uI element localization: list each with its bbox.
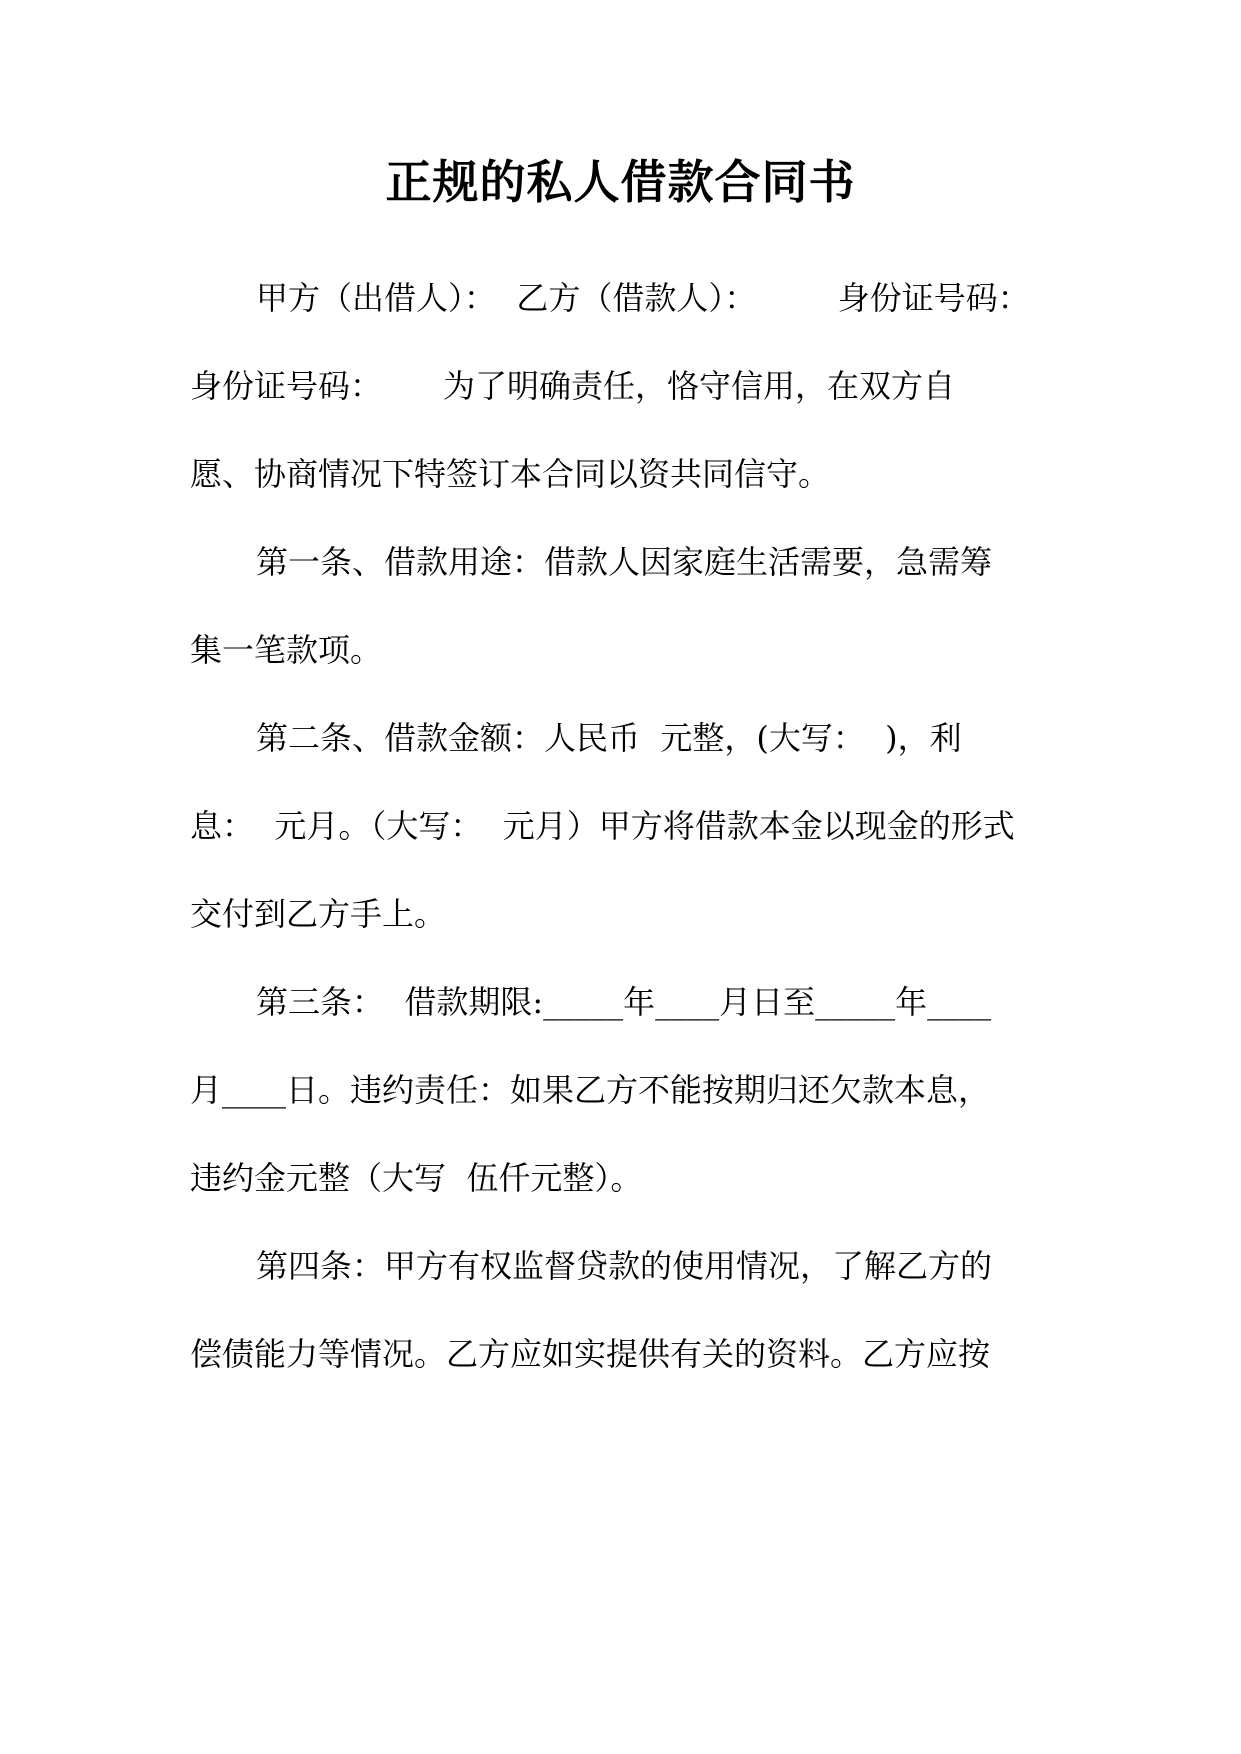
contract-line-9: 第三条： 借款期限:_____年____月日至_____年____ <box>256 983 992 1021</box>
contract-line-1: 甲方（出借人）： 乙方（借款人）： 身份证号码： <box>256 279 1030 317</box>
contract-line-7: 息： 元月。（大写： 元月）甲方将借款本金以现金的形式 <box>190 807 1015 845</box>
contract-line-6: 第二条、借款金额：人民币 元整，(大写： )，利 <box>256 719 962 757</box>
document-title: 正规的私人借款合同书 <box>385 155 856 209</box>
contract-line-2: 身份证号码： 为了明确责任，恪守信用，在双方自 <box>190 367 956 405</box>
contract-line-11: 违约金元整（大写 伍仟元整）。 <box>190 1159 643 1197</box>
contract-line-5: 集一笔款项。 <box>190 631 383 669</box>
contract-line-12: 第四条：甲方有权监督贷款的使用情况，了解乙方的 <box>256 1247 993 1285</box>
contract-line-13: 偿债能力等情况。乙方应如实提供有关的资料。乙方应按 <box>190 1335 991 1373</box>
contract-line-3: 愿、协商情况下特签订本合同以资共同信守。 <box>190 455 831 493</box>
contract-line-10: 月____日。违约责任：如果乙方不能按期归还欠款本息， <box>190 1071 991 1109</box>
contract-line-8: 交付到乙方手上。 <box>190 895 447 933</box>
contract-line-4: 第一条、借款用途：借款人因家庭生活需要，急需筹 <box>256 543 993 581</box>
